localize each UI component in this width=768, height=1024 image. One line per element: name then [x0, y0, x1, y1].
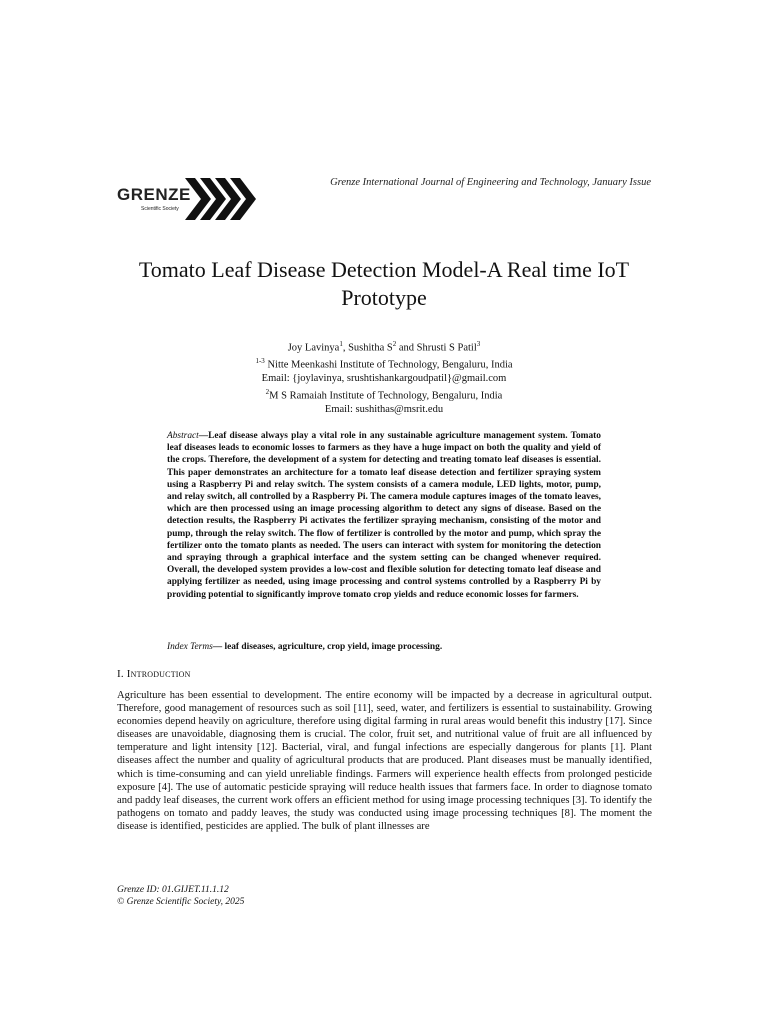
logo-text: GRENZE	[117, 185, 191, 204]
affiliation-sup: 1-3	[255, 357, 265, 365]
author-sep: ,	[342, 342, 349, 354]
affiliation-text: M S Ramaiah Institute of Technology, Bengaluru, India	[269, 390, 503, 401]
title-line: Tomato Leaf Disease Detection Model-A Real time IoT	[138, 257, 630, 282]
grenze-logo	[117, 176, 267, 222]
chevrons-icon	[185, 176, 265, 222]
abstract	[167, 430, 601, 601]
grenze-id: Grenze ID: 01.GIJET.11.1.12	[117, 885, 229, 895]
author-list	[84, 338, 684, 355]
affiliation	[84, 355, 684, 372]
author-name: Shrusti S Patil	[416, 342, 477, 354]
email: Email: sushithas@msrit.edu	[324, 403, 444, 415]
title-line: Prototype	[341, 285, 427, 310]
section-heading: I. Introduction	[117, 668, 191, 680]
affiliation-text: Nitte Meenkashi Institute of Technology, Bengaluru, India	[264, 359, 513, 371]
affiliation	[84, 386, 684, 403]
author-sup: 1	[339, 340, 343, 348]
author-name: Sushitha S	[348, 342, 393, 354]
abstract-body: —Leaf disease always play a vital role in any sustainable agriculture management system. Tomato leaf diseases leads to economic losses to farmers as they have a huge impact on both the quality and yield of the crops. Therefore, the development of a system for detecting and treating tomato leaf diseases is essential. This paper demonstrates an architecture for a tomato leaf disease detection and fertilizer spraying system using a Raspberry Pi and relay switch. The system consists of a camera module, LED lights, motor, pump, and relay switch, all controlled by a Raspberry Pi. The camera module captures images of the tomato leaves, which are then processed using an image processing algorithm to detect any signs of disease. Based on the detection results, the Raspberry Pi activates the fertilizer spraying mechanism, consisting of the motor and pump, through the relay switch. The flow of fertilizer is controlled by the motor and pump, which spray the fertilizer onto the tomato plants as needed. The users can interact with system for monitoring the detection and spraying through a graphical interface and the system setting can be changed whenever required. Overall, the developed system provides a low-cost and flexible solution for detecting tomato leaf disease and applying fertilizer as needed, using image processing and control systems controlled by a Raspberry Pi by providing potential to significantly improve tomato crop yields and reduce economic losses for farmers.	[167, 431, 601, 600]
journal-name: Grenze International Journal of Engineering and Technology, January Issue	[330, 177, 651, 188]
author-sup: 3	[476, 340, 481, 348]
copyright: © Grenze Scientific Society, 2025	[117, 897, 245, 907]
index-terms	[167, 642, 601, 652]
page-footer	[117, 884, 244, 908]
index-terms-body: — leaf diseases, agriculture, crop yield, image processing.	[212, 642, 443, 652]
index-terms-label: Index Terms	[167, 642, 213, 652]
author-sup: 2	[392, 340, 397, 348]
logo-subtext: Scientific Society	[141, 206, 179, 212]
abstract-label: Abstract	[167, 431, 199, 441]
author-sep: and	[396, 342, 417, 354]
affiliation-sup: 2	[265, 387, 270, 396]
author-name: Joy Lavinya	[287, 342, 340, 354]
introduction-paragraph: Agriculture has been essential to development. The entire economy will be impacted by a decrease in agricultural output. Therefore, good management of resources such as soil [11], seed, water, and fertilizers is essential to sustainability. Growing economies depend heavily on agriculture, therefore using digital farming in rural areas would benefit this industry [17]. Since diseases are unavoidable, diagnosing them is crucial. The color, fruit set, and nutritional value of fruit are all influenced by temperature and light intensity [12]. Bacterial, viral, and fungal infections are especially dangerous for plants [1]. Plant diseases affect the number and quality of agricultural products that are produced. Plant diseases must be manually identified, which is time-consuming and can yield unreliable findings. Farmers will experience health effects from prolonged pesticide exposure [4]. The use of automatic pesticide spraying will reduce health issues that farmers face. In order to diagnose tomato and paddy leaf diseases, the current work offers an efficient method for using image processing techniques [3]. To identify the pathogens on tomato and paddy leaves, the study was conducted using image processing techniques [8]. The moment the disease is identified, pesticides are applied. The bulk of plant illnesses are	[117, 690, 652, 832]
paper-title	[84, 256, 684, 312]
author-block	[84, 338, 684, 416]
email: Email: {joylavinya, srushtishankargoudpatil}@gmail.com	[261, 373, 507, 384]
